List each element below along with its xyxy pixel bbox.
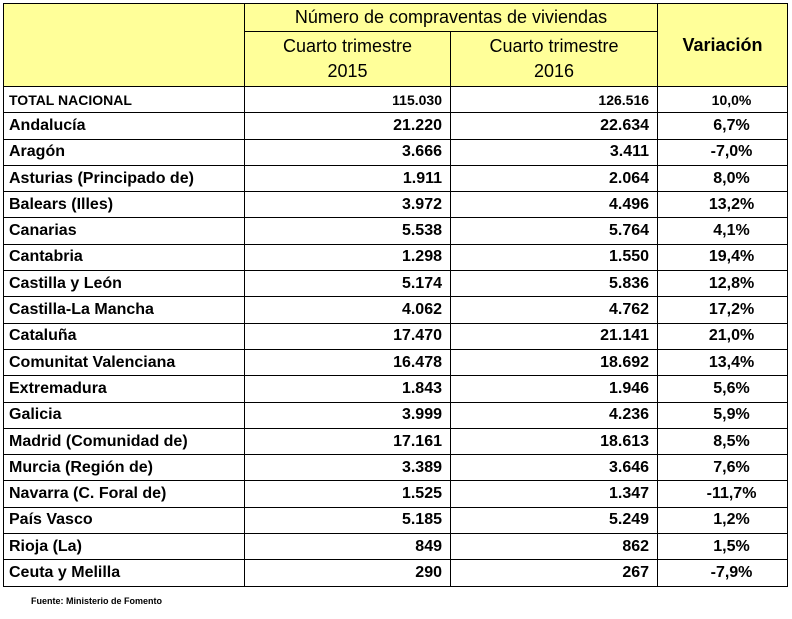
row-value-2015-cell: 5.185 (245, 507, 451, 533)
row-name-cell: País Vasco (4, 507, 245, 533)
row-variation-cell: -11,7% (658, 481, 788, 507)
row-variation-cell: 5,9% (658, 402, 788, 428)
table-header (4, 4, 788, 87)
row-variation-cell: 13,2% (658, 192, 788, 218)
housing-sales-table (3, 3, 788, 587)
row-value-2015-cell: 1.911 (245, 165, 451, 191)
row-variation-cell: 10,0% (658, 87, 788, 113)
row-name-cell: Galicia (4, 402, 245, 428)
row-variation-cell: 8,5% (658, 428, 788, 454)
header-variation: Variación (658, 4, 788, 87)
table-row (4, 455, 788, 481)
row-value-2015-cell: 3.972 (245, 192, 451, 218)
table-row (4, 323, 788, 349)
row-name-cell: Balears (Illes) (4, 192, 245, 218)
row-value-2016-cell: 4.496 (451, 192, 658, 218)
header-col-2015-line2: 2015 (327, 61, 368, 81)
row-value-2015-cell: 17.161 (245, 428, 451, 454)
row-variation-cell: 13,4% (658, 349, 788, 375)
table-row (4, 349, 788, 375)
row-variation-cell: 1,2% (658, 507, 788, 533)
row-variation-cell: 21,0% (658, 323, 788, 349)
row-value-2016-cell: 862 (451, 534, 658, 560)
row-value-2016-cell: 5.764 (451, 218, 658, 244)
row-value-2016-cell: 18.692 (451, 349, 658, 375)
table-row (4, 297, 788, 323)
row-value-2016-cell: 5.249 (451, 507, 658, 533)
row-name-cell: Ceuta y Melilla (4, 560, 245, 586)
row-value-2015-cell: 3.999 (245, 402, 451, 428)
row-variation-cell: 4,1% (658, 218, 788, 244)
table-row (4, 271, 788, 297)
table-row (4, 481, 788, 507)
row-value-2016-cell: 1.946 (451, 376, 658, 402)
row-variation-cell: -7,0% (658, 139, 788, 165)
row-value-2015-cell: 1.843 (245, 376, 451, 402)
row-value-2015-cell: 5.538 (245, 218, 451, 244)
row-value-2016-cell: 267 (451, 560, 658, 586)
row-variation-cell: 17,2% (658, 297, 788, 323)
row-name-cell: Castilla y León (4, 271, 245, 297)
row-value-2016-cell: 4.236 (451, 402, 658, 428)
table-row (4, 192, 788, 218)
table-row (4, 402, 788, 428)
row-name-cell: Navarra (C. Foral de) (4, 481, 245, 507)
row-variation-cell: 7,6% (658, 455, 788, 481)
row-variation-cell: -7,9% (658, 560, 788, 586)
header-group-title: Número de compraventas de viviendas (245, 4, 658, 32)
row-variation-cell: 8,0% (658, 165, 788, 191)
table-row (4, 507, 788, 533)
table-row (4, 139, 788, 165)
source-note: Fuente: Ministerio de Fomento (31, 596, 163, 606)
row-name-cell: Andalucía (4, 113, 245, 139)
table-row (4, 534, 788, 560)
row-value-2016-cell: 21.141 (451, 323, 658, 349)
row-value-2016-cell: 2.064 (451, 165, 658, 191)
row-value-2015-cell: 16.478 (245, 349, 451, 375)
header-col-2016-line1: Cuarto trimestre (489, 36, 619, 56)
row-name-cell: Rioja (La) (4, 534, 245, 560)
row-value-2015-cell: 1.298 (245, 244, 451, 270)
row-value-2016-cell: 1.550 (451, 244, 658, 270)
row-variation-cell: 12,8% (658, 271, 788, 297)
row-value-2016-cell: 1.347 (451, 481, 658, 507)
row-value-2015-cell: 3.389 (245, 455, 451, 481)
row-name-cell: Asturias (Principado de) (4, 165, 245, 191)
row-value-2016-cell: 22.634 (451, 113, 658, 139)
row-name-cell: Extremadura (4, 376, 245, 402)
row-value-2016-cell: 18.613 (451, 428, 658, 454)
row-value-2015-cell: 21.220 (245, 113, 451, 139)
row-value-2015-cell: 17.470 (245, 323, 451, 349)
table-row (4, 218, 788, 244)
row-name-cell: TOTAL NACIONAL (4, 87, 245, 113)
row-variation-cell: 5,6% (658, 376, 788, 402)
table-row (4, 560, 788, 586)
row-value-2015-cell: 4.062 (245, 297, 451, 323)
table-body (4, 87, 788, 587)
row-variation-cell: 1,5% (658, 534, 788, 560)
table-row (4, 113, 788, 139)
header-col-2016-line2: 2016 (533, 61, 575, 81)
row-name-cell: Cataluña (4, 323, 245, 349)
header-col-2015-line1: Cuarto trimestre (282, 36, 413, 56)
row-name-cell: Madrid (Comunidad de) (4, 428, 245, 454)
table-row (4, 244, 788, 270)
row-value-2016-cell: 3.646 (451, 455, 658, 481)
row-variation-cell: 19,4% (658, 244, 788, 270)
row-value-2016-cell: 126.516 (451, 87, 658, 113)
table-row (4, 165, 788, 191)
row-name-cell: Aragón (4, 139, 245, 165)
header-corner-cell (4, 4, 245, 87)
header-col-2016 (451, 32, 658, 87)
row-value-2016-cell: 4.762 (451, 297, 658, 323)
row-variation-cell: 6,7% (658, 113, 788, 139)
row-value-2016-cell: 5.836 (451, 271, 658, 297)
row-value-2015-cell: 115.030 (245, 87, 451, 113)
row-value-2015-cell: 290 (245, 560, 451, 586)
table-row (4, 376, 788, 402)
row-name-cell: Murcia (Región de) (4, 455, 245, 481)
row-name-cell: Comunitat Valenciana (4, 349, 245, 375)
row-value-2016-cell: 3.411 (451, 139, 658, 165)
row-name-cell: Cantabria (4, 244, 245, 270)
row-name-cell: Canarias (4, 218, 245, 244)
header-col-2015 (245, 32, 451, 87)
row-value-2015-cell: 1.525 (245, 481, 451, 507)
table-row (4, 428, 788, 454)
row-value-2015-cell: 3.666 (245, 139, 451, 165)
row-value-2015-cell: 5.174 (245, 271, 451, 297)
row-name-cell: Castilla-La Mancha (4, 297, 245, 323)
table-row-total (4, 87, 788, 113)
row-value-2015-cell: 849 (245, 534, 451, 560)
